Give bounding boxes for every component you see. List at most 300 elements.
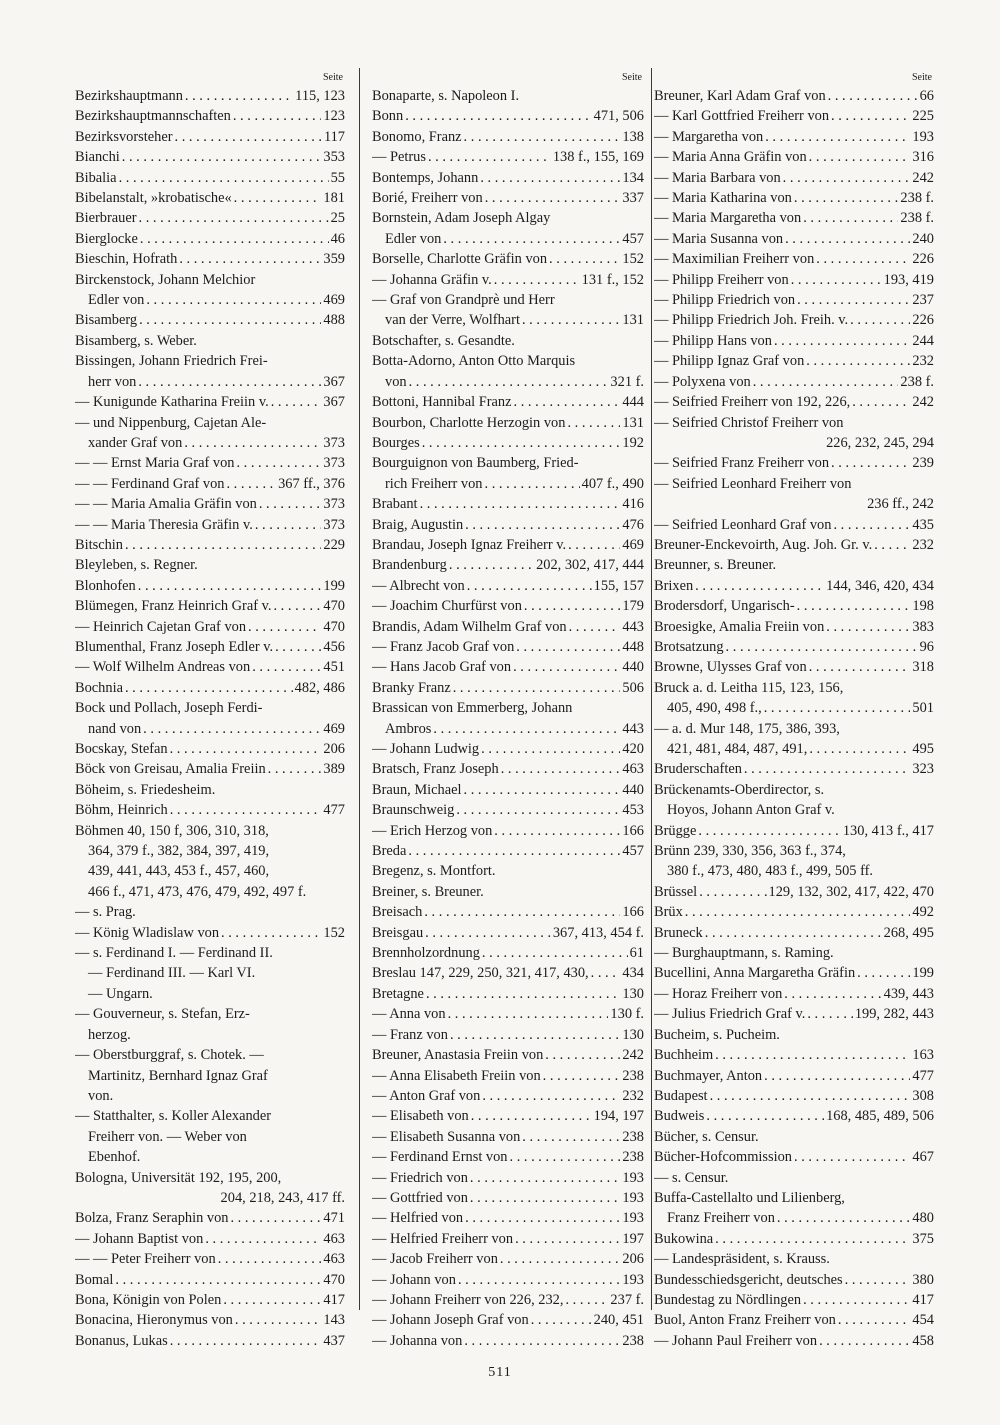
index-entry xyxy=(75,1106,345,1126)
entry-pages: 444 xyxy=(622,394,644,411)
index-entry xyxy=(75,1331,345,1351)
leader-dots xyxy=(549,249,620,269)
entry-pages: 199 xyxy=(323,577,345,594)
index-entry xyxy=(654,147,934,167)
leader-dots xyxy=(850,310,910,330)
index-entry xyxy=(654,984,934,1004)
entry-pages: 480 xyxy=(912,1210,934,1227)
entry-pages: 168, 485, 489, 506 xyxy=(826,1108,934,1125)
entry-pages: 495 xyxy=(912,741,934,757)
entry-pages: 383 xyxy=(912,618,934,635)
index-entry xyxy=(75,902,345,922)
entry-term: Bezirkshauptmannschaften xyxy=(75,108,231,125)
leader-dots xyxy=(482,1086,620,1106)
index-entry xyxy=(372,106,644,126)
leader-dots xyxy=(221,923,321,943)
leader-dots xyxy=(470,1188,620,1208)
entry-term: — Johann Joseph Graf von xyxy=(372,1312,529,1329)
index-entry xyxy=(654,188,934,208)
leader-dots xyxy=(591,963,621,983)
leader-dots xyxy=(819,1331,910,1351)
entry-term: Brixen xyxy=(654,577,694,594)
index-entry xyxy=(372,351,644,371)
entry-term: Bourbon, Charlotte Herzogin von xyxy=(372,414,566,431)
index-entry xyxy=(372,515,644,535)
entry-term: Branky Franz xyxy=(372,679,451,696)
index-entry xyxy=(654,637,934,657)
index-entry xyxy=(654,1147,934,1167)
entry-pages: 443 xyxy=(622,720,644,737)
entry-term: Budweis xyxy=(654,1108,705,1125)
entry-pages: 193, 419 xyxy=(883,271,934,288)
index-entry xyxy=(75,515,345,535)
index-entry xyxy=(654,1290,934,1310)
index-entry xyxy=(75,637,345,657)
entry-pages: 244 xyxy=(912,332,934,349)
entry-term: — Helfried Freiherr von xyxy=(372,1230,514,1247)
leader-dots xyxy=(184,433,321,453)
entry-term: Ebenhof. xyxy=(88,1149,141,1166)
entry-pages: 367 ff., 376 xyxy=(278,475,345,492)
index-entry xyxy=(654,331,934,351)
entry-pages: 467 xyxy=(912,1149,934,1166)
leader-dots xyxy=(125,535,321,555)
entry-pages: 373 xyxy=(323,434,345,451)
entry-pages: 435 xyxy=(912,516,934,533)
entry-term: Bruneck xyxy=(654,924,703,941)
index-entry xyxy=(75,147,345,167)
leader-dots xyxy=(806,351,910,371)
seite-header: Seite xyxy=(323,72,343,83)
index-entry xyxy=(372,1168,644,1188)
entry-term: Böck von Greisau, Amalia Freiin xyxy=(75,761,266,778)
leader-dots xyxy=(275,637,321,657)
entry-term: — Anna von xyxy=(372,1006,446,1023)
entry-term: — Kunigunde Katharina Freiin v. xyxy=(75,394,269,411)
index-entry xyxy=(372,800,644,820)
entry-term: Bologna, Universität 192, 195, 200, xyxy=(75,1169,282,1186)
entry-pages: 268, 495 xyxy=(883,924,934,941)
entry-term: Franz Freiherr von xyxy=(667,1210,775,1227)
index-entry xyxy=(75,1310,345,1330)
entry-term: Brennholzordnung xyxy=(372,945,480,962)
entry-term: — Seifried Christof Freiherr von xyxy=(654,414,844,431)
entry-pages: 367 xyxy=(323,394,345,411)
leader-dots xyxy=(845,1270,911,1290)
entry-pages: 166 xyxy=(622,822,644,839)
leader-dots xyxy=(494,821,620,841)
index-entry xyxy=(654,229,934,249)
entry-pages: 448 xyxy=(622,638,644,655)
entry-term: — Heinrich Cajetan Graf von xyxy=(75,618,247,635)
leader-dots xyxy=(774,331,910,351)
entry-term: Bonacina, Hieronymus von xyxy=(75,1312,233,1329)
leader-dots xyxy=(443,229,620,249)
index-entry xyxy=(372,1025,644,1045)
index-entry xyxy=(75,229,345,249)
entry-term: Bianchi xyxy=(75,149,120,166)
entry-pages: 155, 157 xyxy=(593,577,644,594)
index-entry xyxy=(372,698,644,718)
index-entry xyxy=(372,188,644,208)
entry-term: — Maria Susanna von xyxy=(654,230,784,247)
entry-term: van der Verre, Wolfhart xyxy=(385,312,520,329)
entry-term: — Johanna von xyxy=(372,1332,463,1349)
index-entry xyxy=(372,270,644,290)
entry-pages: 420 xyxy=(622,741,644,757)
leader-dots xyxy=(235,1310,322,1330)
entry-term: Bonn xyxy=(372,108,404,125)
index-entry xyxy=(75,657,345,677)
index-entry xyxy=(372,290,644,310)
index-entry xyxy=(654,800,934,820)
entry-pages: 492 xyxy=(912,904,934,921)
entry-pages: 375 xyxy=(912,1230,934,1247)
entry-pages: 440 xyxy=(622,659,644,676)
entry-term: Bochnia xyxy=(75,679,123,696)
index-entry xyxy=(75,780,345,800)
leader-dots xyxy=(185,86,293,106)
index-entry xyxy=(75,719,345,739)
entry-term: — Petrus xyxy=(372,149,426,166)
entry-term: — Elisabeth Susanna von xyxy=(372,1128,521,1145)
index-entry xyxy=(372,1066,644,1086)
index-entry xyxy=(654,535,934,555)
leader-dots xyxy=(464,1331,620,1351)
index-entry xyxy=(654,1168,934,1188)
leader-dots xyxy=(765,127,910,147)
entry-term: Bundesschiedsgericht, deutsches xyxy=(654,1271,843,1288)
entry-term: Braig, Augustin xyxy=(372,516,464,533)
leader-dots xyxy=(170,800,322,820)
entry-pages: 238 f. xyxy=(900,210,934,227)
entry-term: herzog. xyxy=(88,1026,131,1043)
index-entry xyxy=(654,372,934,392)
entry-pages: 166 xyxy=(622,904,644,921)
entry-term: Brüssel xyxy=(654,883,698,900)
index-entry xyxy=(75,617,345,637)
index-entry xyxy=(654,678,934,698)
entry-term: Bruck a. d. Leitha 115, 123, 156, xyxy=(654,679,844,696)
entry-term: — Gottfried von xyxy=(372,1189,468,1206)
index-entry xyxy=(75,1168,345,1188)
entry-term: — Maximilian Freiherr von xyxy=(654,251,815,268)
index-entry xyxy=(75,1004,345,1024)
index-entry xyxy=(75,1270,345,1290)
entry-term: Bisamberg xyxy=(75,312,138,329)
entry-pages: 470 xyxy=(323,1271,345,1288)
index-entry xyxy=(372,739,644,759)
leader-dots xyxy=(699,882,766,902)
leader-dots xyxy=(797,596,911,616)
entry-pages: 407 f., 490 xyxy=(581,475,644,492)
entry-term: Freiherr von. — Weber von xyxy=(88,1128,247,1145)
index-entry xyxy=(654,1229,934,1249)
leader-dots xyxy=(230,1208,321,1228)
entry-pages: 463 xyxy=(323,1230,345,1247)
entry-pages: 456 xyxy=(323,638,345,655)
entry-pages: 470 xyxy=(323,618,345,635)
leader-dots xyxy=(828,86,918,106)
entry-term: — Johann Freiherr von 226, 232, xyxy=(372,1291,564,1308)
leader-dots xyxy=(268,759,322,779)
seite-header: Seite xyxy=(622,72,642,83)
leader-dots xyxy=(501,759,621,779)
entry-term: Blümegen, Franz Heinrich Graf v. xyxy=(75,598,272,615)
entry-term: Borselle, Charlotte Gräfin von xyxy=(372,251,548,268)
leader-dots xyxy=(433,719,620,739)
entry-term: — Johanna Gräfin v. xyxy=(372,271,492,288)
entry-term: — Philipp Friedrich Joh. Freih. v. xyxy=(654,312,849,329)
entry-pages: 144, 346, 420, 434 xyxy=(826,577,934,594)
entry-term: — — Ernst Maria Graf von xyxy=(75,455,235,472)
index-entry xyxy=(75,535,345,555)
index-entry xyxy=(75,1025,345,1045)
entry-pages: 237 f. xyxy=(610,1291,644,1308)
entry-pages: 453 xyxy=(622,802,644,819)
entry-pages: 179 xyxy=(622,598,644,615)
leader-dots xyxy=(448,1004,609,1024)
leader-dots xyxy=(140,229,329,249)
leader-dots xyxy=(482,943,628,963)
entry-term: — Landespräsident, s. Krauss. xyxy=(654,1251,830,1268)
index-entry xyxy=(372,780,644,800)
leader-dots xyxy=(115,1270,321,1290)
index-entry xyxy=(654,494,934,514)
leader-dots xyxy=(485,474,580,494)
index-entry xyxy=(75,310,345,330)
entry-term: — Anton Graf von xyxy=(372,1087,481,1104)
index-entry xyxy=(372,1086,644,1106)
entry-term: — Johann Baptist von xyxy=(75,1230,204,1247)
entry-term: Bukowina xyxy=(654,1230,714,1247)
entry-term: — Johann von xyxy=(372,1271,456,1288)
leader-dots xyxy=(405,106,591,126)
entry-term: von. xyxy=(88,1087,114,1104)
leader-dots xyxy=(809,657,911,677)
leader-dots xyxy=(426,984,620,1004)
entry-term: Edler von xyxy=(385,230,442,247)
entry-term: — Karl Gottfried Freiherr von xyxy=(654,108,830,125)
leader-dots xyxy=(695,576,824,596)
leader-dots xyxy=(252,657,321,677)
leader-dots xyxy=(568,535,620,555)
leader-dots xyxy=(465,515,620,535)
entry-term: — Julius Friedrich Graf v. xyxy=(654,1006,806,1023)
entry-term: Böheim, s. Friedesheim. xyxy=(75,781,216,798)
entry-pages: 458 xyxy=(912,1332,934,1349)
index-entry xyxy=(372,984,644,1004)
entry-pages: 457 xyxy=(622,230,644,247)
leader-dots xyxy=(569,617,621,637)
entry-term: Buol, Anton Franz Freiherr von xyxy=(654,1312,836,1329)
index-entry xyxy=(75,1147,345,1167)
index-entry xyxy=(75,270,345,290)
index-entry xyxy=(75,739,345,759)
entry-term: herr von xyxy=(88,373,137,390)
entry-term: Buchheim xyxy=(654,1047,714,1064)
leader-dots xyxy=(179,249,321,269)
index-entry xyxy=(372,882,644,902)
index-entry xyxy=(372,494,644,514)
leader-dots xyxy=(784,984,881,1004)
index-entry xyxy=(654,127,934,147)
index-entry xyxy=(75,1290,345,1310)
entry-pages: 323 xyxy=(912,761,934,778)
leader-dots xyxy=(826,617,910,637)
index-entry xyxy=(654,739,934,759)
index-entry xyxy=(654,453,934,473)
leader-dots xyxy=(408,841,620,861)
column-divider xyxy=(359,68,360,1310)
leader-dots xyxy=(485,188,621,208)
index-entry xyxy=(372,1331,644,1351)
entry-term: Botschafter, s. Gesandte. xyxy=(372,332,515,349)
entry-pages: 193 xyxy=(622,1271,644,1288)
entry-term: Bonanus, Lukas xyxy=(75,1332,168,1349)
entry-term: Bucheim, s. Pucheim. xyxy=(654,1026,780,1043)
index-entry xyxy=(75,208,345,228)
leader-dots xyxy=(710,1086,911,1106)
index-entry xyxy=(75,392,345,412)
index-entry xyxy=(75,596,345,616)
entry-pages: 66 xyxy=(919,88,934,104)
entry-term: Böhmen 40, 150 f, 306, 310, 318, xyxy=(75,822,269,839)
entry-pages: 318 xyxy=(912,659,934,676)
index-entry xyxy=(654,413,934,433)
leader-dots xyxy=(785,229,910,249)
index-entry xyxy=(372,1270,644,1290)
index-entry xyxy=(75,1127,345,1147)
index-entry xyxy=(654,841,934,861)
index-entry xyxy=(75,861,345,881)
index-entry xyxy=(75,1229,345,1249)
entry-pages: 181 xyxy=(323,190,345,207)
entry-term: Broesigke, Amalia Freiin von xyxy=(654,618,825,635)
index-entry xyxy=(654,168,934,188)
entry-pages: 463 xyxy=(622,761,644,778)
index-entry xyxy=(372,1106,644,1126)
entry-pages: 437 xyxy=(323,1332,345,1349)
index-entry xyxy=(372,1147,644,1167)
index-entry xyxy=(654,433,934,453)
entry-pages: 373 xyxy=(323,455,345,472)
leader-dots xyxy=(565,1290,608,1310)
leader-dots xyxy=(223,1290,321,1310)
leader-dots xyxy=(567,413,620,433)
leader-dots xyxy=(236,453,321,473)
entry-term: — Seifried Franz Freiherr von xyxy=(654,455,830,472)
index-entry xyxy=(372,310,644,330)
entry-term: Bourges xyxy=(372,434,420,451)
entry-pages: 454 xyxy=(912,1312,934,1329)
entry-term: — Philipp Friedrich von xyxy=(654,292,796,309)
entry-term: Bomal xyxy=(75,1271,114,1288)
entry-pages: 55 xyxy=(330,169,345,186)
entry-pages: 457 xyxy=(622,843,644,860)
index-entry xyxy=(654,1127,934,1147)
index-entry xyxy=(654,474,934,494)
leader-dots xyxy=(833,515,910,535)
index-entry xyxy=(372,657,644,677)
leader-dots xyxy=(143,719,321,739)
index-entry xyxy=(75,413,345,433)
index-entry xyxy=(654,963,934,983)
entry-term: — — Maria Theresia Gräfin v. xyxy=(75,516,253,533)
index-entry xyxy=(75,821,345,841)
entry-pages: 463 xyxy=(323,1251,345,1268)
entry-pages: 373 xyxy=(323,496,345,513)
index-entry xyxy=(75,168,345,188)
entry-term: 405, 490, 498 f., xyxy=(667,700,762,717)
entry-term: Bibelanstalt, »krobatische« xyxy=(75,190,232,207)
entry-pages: 417 xyxy=(323,1291,345,1308)
index-entry xyxy=(75,841,345,861)
entry-pages: 367 xyxy=(323,373,345,390)
entry-term: Brotsatzung xyxy=(654,638,724,655)
entry-pages: 240 xyxy=(912,230,934,247)
index-entry xyxy=(372,596,644,616)
entry-term: Bock und Pollach, Joseph Ferdi- xyxy=(75,700,263,717)
leader-dots xyxy=(125,678,293,698)
index-entry xyxy=(75,249,345,269)
entry-pages: 482, 486 xyxy=(294,679,345,696)
leader-dots xyxy=(764,1066,910,1086)
entry-term: — Seifried Leonhard Freiherr von xyxy=(654,475,852,492)
leader-dots xyxy=(248,617,321,637)
entry-term: nand von xyxy=(88,720,142,737)
entry-term: Hoyos, Johann Anton Graf v. xyxy=(667,802,835,819)
leader-dots xyxy=(522,1127,620,1147)
entry-term: Bratsch, Franz Joseph xyxy=(372,761,499,778)
index-entry xyxy=(75,1066,345,1086)
entry-term: — Franz von xyxy=(372,1026,448,1043)
entry-term: Bucellini, Anna Margaretha Gräfin xyxy=(654,965,856,982)
index-entry xyxy=(654,1249,934,1269)
leader-dots xyxy=(471,1106,592,1126)
entry-term: Bundestag zu Nördlingen xyxy=(654,1291,802,1308)
index-entry xyxy=(372,637,644,657)
index-entry xyxy=(654,392,934,412)
entry-pages: 238 f. xyxy=(900,373,934,390)
entry-pages: 46 xyxy=(330,230,345,247)
index-entry xyxy=(75,1045,345,1065)
entry-term: Brückenamts-Oberdirector, s. xyxy=(654,781,825,798)
leader-dots xyxy=(715,1045,910,1065)
leader-dots xyxy=(122,147,322,167)
index-entry xyxy=(75,963,345,983)
entry-term: Bruderschaften xyxy=(654,761,742,778)
entry-pages: 471, 506 xyxy=(593,108,644,125)
entry-term: Bezirksvorsteher xyxy=(75,128,173,145)
entry-term: — Maria Barbara von xyxy=(654,169,781,186)
index-entry xyxy=(654,1066,934,1086)
index-entry xyxy=(372,1249,644,1269)
entry-pages: 232 xyxy=(912,536,934,553)
column-divider xyxy=(651,68,652,1310)
entry-term: — s. Censur. xyxy=(654,1169,729,1186)
entry-term: Brüx xyxy=(654,904,683,921)
index-entry xyxy=(372,1310,644,1330)
entry-pages: 469 xyxy=(323,720,345,737)
index-entry xyxy=(372,249,644,269)
leader-dots xyxy=(234,188,322,208)
leader-dots xyxy=(170,1331,322,1351)
index-entry xyxy=(372,372,644,392)
leader-dots xyxy=(831,453,910,473)
entry-pages: 316 xyxy=(912,149,934,166)
entry-pages: 469 xyxy=(622,536,644,553)
